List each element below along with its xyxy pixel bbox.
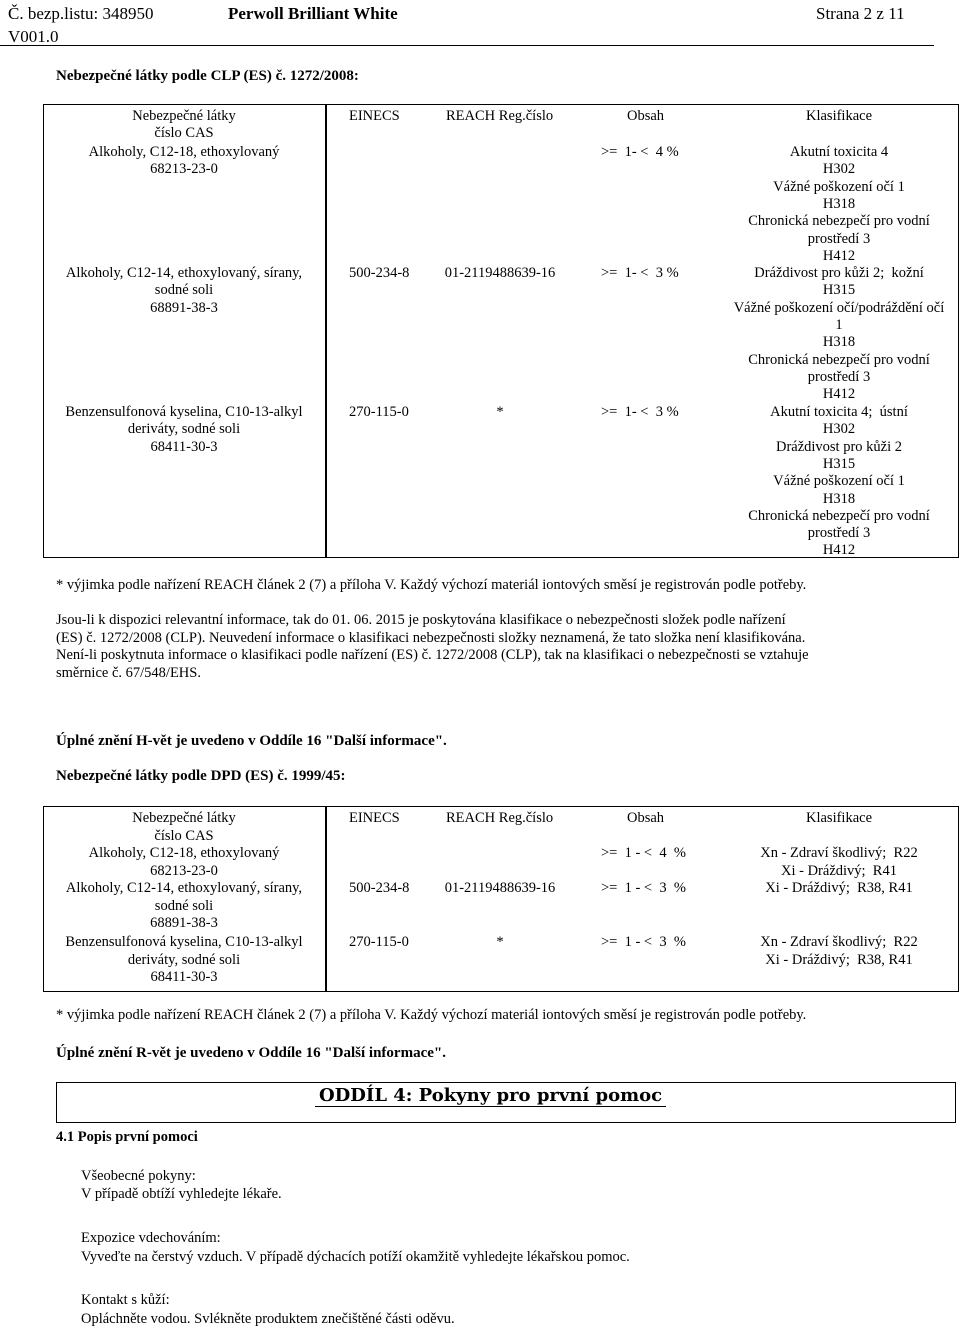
classification-line: prostředí 3 (807, 230, 871, 247)
classification-line: Xn - Zdraví škodlivý; R22 (760, 934, 918, 950)
classification-line: H318 (822, 490, 856, 507)
substance-name: Alkoholy, C12-14, ethoxylovaný, sírany, (65, 265, 303, 281)
classification-line: H302 (822, 161, 856, 178)
skin-label: Kontakt s kůží: (81, 1292, 170, 1308)
page-number: Strana 2 z 11 (816, 4, 905, 23)
classification-line: Xi - Dráždivý; R38, R41 (765, 880, 913, 896)
classification-line: H315 (822, 455, 856, 472)
substance-name: 68891-38-3 (150, 915, 218, 932)
classification-line: Chronická nebezpečí pro vodní (748, 351, 930, 368)
clp-footnote: * výjimka podle nařízení REACH článek 2 (7) a příloha V. Každý výchozí materiál iontových směsí je registrován podle potřeby. (56, 577, 807, 593)
substance-name: Alkoholy, C12-14, ethoxylovaný, sírany, (65, 880, 303, 896)
classification-line: prostředí 3 (807, 368, 871, 385)
classification-line: H318 (822, 195, 856, 212)
classification-line: H412 (822, 542, 856, 559)
classification-line: Vážné poškození očí/podráždění očí (733, 299, 945, 316)
col-header-substance: Nebezpečné látky (132, 810, 236, 826)
info-line: (ES) č. 1272/2008 (CLP). Neuvedení informace o klasifikaci nebezpečnosti složky neznamená, že tato složka není klasifikována. (56, 629, 806, 646)
product-name: Perwoll Brilliant White (228, 4, 398, 23)
version: V001.0 (8, 27, 59, 46)
col-header-reach: REACH Reg.číslo (446, 108, 554, 124)
substance-name: deriváty, sodné soli (127, 421, 241, 438)
classification-line: Chronická nebezpečí pro vodní (748, 507, 930, 524)
header-rule (0, 45, 934, 46)
classification-line: H318 (822, 334, 856, 351)
info-line: směrnice č. 67/548/EHS. (56, 664, 201, 681)
inhalation-text: Vyveďte na čerstvý vzduch. V případě dýchacích potíží okamžitě vyhledejte lékařskou pomoc. (81, 1249, 630, 1265)
doc-number: Č. bezp.listu: 348950 (8, 4, 154, 23)
classification-line: Dráždivost pro kůži 2 (775, 438, 903, 455)
section4-title: ODDÍL 4: Pokyny pro první pomoc (315, 1085, 666, 1107)
clp-title: Nebezpečné látky podle CLP (ES) č. 1272/2008: (56, 68, 359, 84)
classification-line: H315 (822, 282, 856, 299)
einecs-cell: 500-234-8 (349, 265, 410, 281)
substance-name: 68411-30-3 (150, 438, 218, 455)
col-header-substance: Nebezpečné látky (132, 108, 236, 124)
classification-line: Chronická nebezpečí pro vodní (748, 213, 930, 230)
classification-line: prostředí 3 (807, 525, 871, 542)
info-paragraph (56, 612, 936, 682)
substance-name: 68891-38-3 (150, 299, 218, 316)
section4-box (56, 1082, 956, 1123)
classification-line: Xi - Dráždivý; R41 (781, 862, 897, 879)
einecs-cell: 270-115-0 (349, 404, 409, 420)
substance-name: Benzensulfonová kyselina, C10-13-alkyl (65, 404, 303, 420)
h-phrases-note: Úplné znění H-vět je uvedeno v Oddíle 16 "Další informace". (56, 733, 447, 749)
content-cell: >= 1 - < 3 % (601, 934, 686, 950)
classification-line: Xi - Dráždivý; R38, R41 (765, 951, 913, 968)
col-header-substance: číslo CAS (154, 125, 214, 142)
reach-cell: 01-2119488639-16 (444, 880, 556, 896)
reach-cell: 01-2119488639-16 (444, 265, 556, 281)
col-header-classification: Klasifikace (805, 810, 873, 826)
general-label: Všeobecné pokyny: (81, 1168, 196, 1184)
classification-line: Akutní toxicita 4 (789, 144, 889, 160)
reach-cell: * (496, 934, 504, 950)
content-cell: >= 1- < 3 % (601, 265, 679, 281)
classification-line: 1 (835, 316, 843, 333)
col-header-einecs: EINECS (349, 108, 400, 124)
substance-name: deriváty, sodné soli (127, 951, 241, 968)
substance-name: Benzensulfonová kyselina, C10-13-alkyl (65, 934, 303, 950)
col-header-classification: Klasifikace (805, 108, 873, 124)
substance-name: 68411-30-3 (150, 969, 218, 986)
reach-cell: * (496, 404, 504, 420)
substance-name: Alkoholy, C12-18, ethoxylovaný (88, 845, 280, 861)
substance-name: 68213-23-0 (150, 862, 218, 879)
classification-line: Vážné poškození očí 1 (773, 178, 905, 195)
content-cell: >= 1- < 4 % (601, 144, 679, 160)
classification-line: Akutní toxicita 4; ústní (770, 404, 908, 420)
content-cell: >= 1 - < 4 % (601, 845, 686, 861)
substance-name: sodné soli (154, 897, 214, 914)
col-header-content: Obsah (627, 108, 665, 124)
inhalation-label: Expozice vdechováním: (81, 1230, 221, 1246)
col-header-einecs: EINECS (349, 810, 400, 826)
substance-name: 68213-23-0 (150, 161, 218, 178)
col-header-substance: číslo CAS (154, 827, 214, 844)
classification-line: H412 (822, 386, 856, 403)
general-text: V případě obtíží vyhledejte lékaře. (81, 1186, 282, 1202)
info-line: Jsou-li k dispozici relevantní informace, tak do 01. 06. 2015 je poskytována klasifikace o nebezpečnosti složek podle nařízení (56, 612, 786, 628)
substance-name: sodné soli (154, 282, 214, 299)
content-cell: >= 1 - < 3 % (601, 880, 686, 896)
r-phrases-note: Úplné znění R-vět je uvedeno v Oddíle 16 "Další informace". (56, 1045, 446, 1061)
classification-line: H302 (822, 421, 856, 438)
einecs-cell: 270-115-0 (349, 934, 409, 950)
dpd-footnote: * výjimka podle nařízení REACH článek 2 (7) a příloha V. Každý výchozí materiál iontových směsí je registrován podle potřeby. (56, 1007, 807, 1023)
classification-line: Dráždivost pro kůži 2; kožní (754, 265, 924, 281)
info-line: Není-li poskytnuta informace o klasifikaci podle nařízení (ES) č. 1272/2008 (CLP), tak na klasifikaci o nebezpečnosti se vztahuje (56, 647, 809, 663)
classification-line: Vážné poškození očí 1 (773, 473, 905, 490)
substance-name: Alkoholy, C12-18, ethoxylovaný (88, 144, 280, 160)
dpd-title: Nebezpečné látky podle DPD (ES) č. 1999/45: (56, 768, 346, 784)
classification-line: Xn - Zdraví škodlivý; R22 (760, 845, 918, 861)
content-cell: >= 1- < 3 % (601, 404, 679, 420)
col-header-reach: REACH Reg.číslo (446, 810, 554, 826)
col-header-content: Obsah (627, 810, 665, 826)
section4-1-heading: 4.1 Popis první pomoci (56, 1129, 198, 1145)
classification-line: H412 (822, 247, 856, 264)
skin-text: Opláchněte vodou. Svlékněte produktem znečištěné části oděvu. (81, 1311, 455, 1327)
einecs-cell: 500-234-8 (349, 880, 410, 896)
